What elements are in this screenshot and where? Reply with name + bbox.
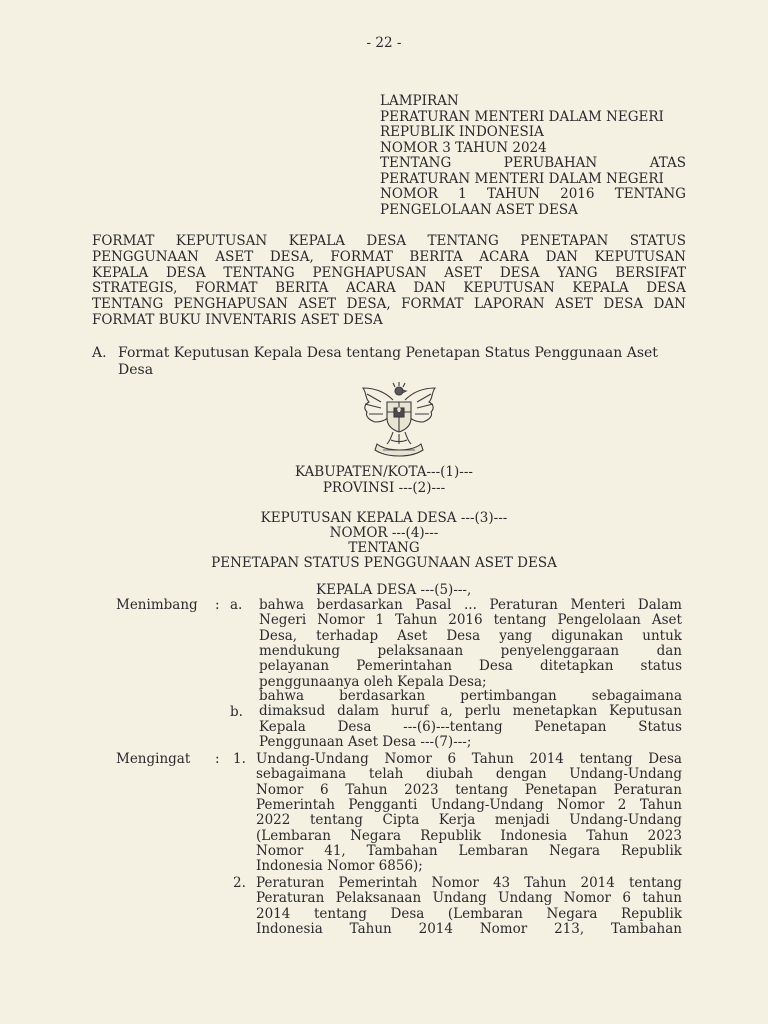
word: untuk: [642, 627, 682, 644]
word: Republik: [621, 842, 682, 859]
word: Dalam: [637, 597, 682, 613]
word: dengan: [495, 766, 547, 783]
word: berdasarkan: [339, 688, 426, 704]
word: DAN: [413, 280, 446, 297]
word: tentang: [629, 875, 682, 891]
header-word: PERUBAHAN: [503, 155, 598, 171]
word: Negeri: [259, 612, 307, 629]
word: FORMAT: [195, 280, 258, 297]
word: Negara: [546, 905, 598, 922]
header-word: ATAS: [649, 155, 686, 171]
line-text: Indonesia Nomor 6856);: [256, 858, 423, 875]
clause-line: [256, 876, 682, 891]
word: DESA,: [269, 248, 314, 265]
word: TENTANG: [92, 296, 164, 313]
word: Peraturan: [489, 597, 558, 613]
header-word: TAHUN: [486, 186, 540, 202]
word: (Lembaran: [447, 905, 523, 922]
word: 6: [447, 751, 457, 767]
word: 2014: [418, 920, 453, 937]
word: ASET: [555, 296, 593, 313]
clause-line: [259, 613, 682, 628]
word: dan: [656, 642, 682, 659]
word: BERITA: [409, 248, 463, 265]
word: Undang: [498, 890, 553, 907]
word: menetapkan: [512, 703, 598, 720]
word: DESA: [165, 264, 206, 281]
word: Pengelolaan: [557, 612, 641, 629]
lampiran-header: [380, 94, 686, 218]
page-number: - 22 -: [366, 35, 402, 51]
word: DESA,: [346, 296, 391, 313]
clause-line: [256, 859, 682, 874]
word: Desa: [337, 718, 372, 735]
header-word: TENTANG: [380, 155, 452, 171]
word: pertimbangan: [460, 688, 557, 704]
word: Keputusan: [609, 703, 682, 720]
header-line: NOMOR 3 TAHUN 2024: [380, 139, 547, 156]
word: Indonesia: [500, 827, 568, 844]
clause-line: [259, 720, 682, 735]
word: tentang: [493, 612, 547, 629]
decree-keputusan: KEPUTUSAN KEPALA DESA ---(3)---: [260, 510, 508, 526]
word: Kerja: [438, 812, 476, 829]
word: ...: [463, 597, 477, 613]
word: Tahun: [639, 796, 682, 813]
decree-tentang: TENTANG: [348, 540, 420, 556]
header-line: PERATURAN MENTERI DALAM NEGERI: [380, 108, 664, 125]
header-word: 1: [458, 186, 467, 202]
word: KEPALA: [572, 280, 629, 297]
word: PENGHAPUSAN: [173, 296, 288, 313]
clause-line: [259, 735, 682, 750]
word: FORMAT: [92, 233, 155, 249]
word: Nomor: [563, 890, 611, 907]
mengingat-1-marker: 1.: [233, 751, 246, 767]
clause-line: [256, 752, 682, 767]
word: menjadi: [494, 812, 550, 829]
word: TENTANG: [223, 264, 295, 281]
menimbang-label: Menimbang: [116, 597, 198, 613]
header-line: LAMPIRAN: [380, 93, 459, 109]
word: KEPALA: [92, 264, 149, 281]
word: Tambahan: [366, 842, 438, 859]
word: Penetapan: [534, 718, 607, 735]
decree-kepala-desa: KEPALA DESA ---(5)---,: [316, 582, 472, 598]
word: Menteri: [570, 597, 626, 613]
word: BERITA: [275, 280, 329, 297]
word: terhadap: [316, 627, 379, 644]
word: tentang: [579, 751, 633, 767]
clause-line: [256, 767, 682, 782]
menimbang-colon: :: [215, 597, 220, 613]
word: Tahun: [524, 875, 567, 891]
word: ASET: [298, 296, 337, 313]
clause-line: [256, 844, 682, 859]
word: 213,: [554, 920, 585, 937]
word: tentang: [455, 781, 509, 798]
word: Tahun: [349, 920, 392, 937]
word: STATUS: [629, 233, 686, 249]
word: Undang-Undang: [569, 766, 682, 783]
clause-line: [259, 644, 682, 659]
word: Undang: [432, 890, 487, 907]
word: 1: [375, 612, 385, 629]
word: (Lembaran: [256, 827, 331, 844]
section-heading-line: Format Keputusan Kepala Desa tentang Penetapan Status Penggunaan Aset: [118, 345, 658, 361]
word: Negara: [350, 827, 402, 844]
clause-line: [259, 598, 682, 613]
word: ---(6)---tentang: [403, 718, 503, 735]
word: BERSIFAT: [615, 264, 686, 281]
word: Aset: [397, 627, 428, 644]
clause-line: [259, 629, 682, 644]
clause-line: [256, 907, 682, 922]
word: Nomor: [431, 875, 479, 891]
word: mendukung: [259, 642, 341, 659]
word: tentang: [309, 812, 363, 829]
clause-line: [259, 704, 682, 719]
word: huruf: [390, 703, 429, 720]
header-nomor-line: [380, 187, 686, 203]
word: DESA: [366, 233, 407, 249]
word: Desa: [446, 627, 481, 644]
menimbang-b-marker: b.: [230, 704, 243, 720]
word: Nomor: [479, 920, 528, 937]
word: pelaksanaan: [377, 642, 464, 659]
word: Negara: [549, 842, 601, 859]
header-word: 2016: [560, 186, 595, 202]
decree-perihal: PENETAPAN STATUS PENGGUNAAN ASET DESA: [211, 555, 557, 571]
word: Republik: [621, 905, 682, 922]
document-title: [92, 234, 686, 329]
clause-line: [256, 798, 682, 813]
word: Tahun: [471, 751, 514, 767]
word: Tambahan: [611, 920, 682, 937]
decree-kabupaten: KABUPATEN/KOTA---(1)---: [295, 464, 473, 480]
word: perlu: [464, 703, 501, 720]
clause-line: [256, 891, 682, 906]
word: Republik: [420, 827, 482, 844]
word: diubah: [426, 766, 474, 783]
word: STRATEGIS,: [92, 280, 178, 297]
clause-line: [256, 829, 682, 844]
word: Peraturan: [256, 890, 325, 907]
word: KEPUTUSAN: [594, 248, 686, 265]
word: a,: [440, 703, 453, 720]
word: Peraturan: [613, 781, 682, 798]
word: dalam: [337, 703, 380, 720]
header-line: PENGELOLAAN ASET DESA: [380, 201, 578, 218]
word: PENETAPAN: [520, 233, 609, 249]
word: Tahun: [345, 781, 388, 798]
word: yang: [499, 627, 533, 644]
text-line: [92, 234, 686, 250]
word: Kepala: [259, 718, 306, 735]
mengingat-2-marker: 2.: [233, 875, 246, 891]
word: 6: [622, 890, 631, 907]
word: Undang-Undang: [569, 812, 682, 829]
clause-line: [259, 689, 682, 704]
word: Nomor: [256, 781, 304, 798]
word: Tahun: [586, 827, 629, 844]
word: bahwa: [259, 597, 304, 613]
text-line: [92, 266, 686, 282]
word: Pengganti: [348, 796, 418, 813]
word: 41,: [324, 842, 346, 859]
word: 2014: [580, 875, 615, 891]
word: tahun: [642, 890, 682, 907]
word: Pemerintahan: [356, 658, 452, 675]
word: dimaksud: [259, 703, 326, 720]
word: PENGHAPUSAN: [312, 264, 427, 281]
word: Pelaksanaan: [335, 890, 422, 907]
word: Nomor: [256, 842, 304, 859]
word: Peraturan: [256, 875, 325, 891]
word: ASET: [444, 264, 483, 281]
word: FORMAT: [401, 296, 464, 313]
word: tentang: [313, 905, 367, 922]
header-line: PERATURAN MENTERI DALAM NEGERI: [380, 170, 664, 187]
clause-line: [256, 783, 682, 798]
word: Nomor: [384, 751, 432, 767]
word: bahwa: [259, 688, 304, 704]
word: ACARA: [479, 248, 530, 265]
header-tentang-line: [380, 156, 686, 172]
word: Desa: [390, 905, 425, 922]
text-line: [92, 281, 686, 297]
header-line: REPUBLIK INDONESIA: [380, 124, 544, 140]
word: FORMAT: [330, 248, 393, 265]
word: berdasarkan: [316, 597, 403, 613]
decree-nomor: NOMOR ---(4)---: [329, 525, 439, 541]
word: Desa,: [259, 627, 298, 644]
word: sebagaimana: [256, 766, 347, 783]
line-text: penggunaanya oleh Kepala Desa;: [259, 673, 487, 690]
header-word: TENTANG: [614, 186, 686, 202]
word: 2016: [448, 612, 483, 629]
menimbang-a-marker: a.: [230, 597, 243, 613]
line-text: Penggunaan Aset Desa ---(7)---;: [259, 733, 472, 750]
word: Pemerintah: [338, 875, 418, 891]
word: Pasal: [415, 597, 452, 613]
word: DESA: [603, 296, 644, 313]
header-word: NOMOR: [380, 186, 438, 202]
word: ASET: [215, 248, 254, 265]
word: Undang-Undang: [256, 751, 369, 767]
word: 2023: [404, 781, 439, 798]
word: KEPUTUSAN: [463, 280, 555, 297]
word: 2: [617, 796, 627, 813]
word: Cipta: [382, 812, 420, 829]
word: DAN: [653, 296, 686, 313]
word: Desa: [479, 658, 513, 675]
word: 2014: [529, 751, 564, 767]
word: Nomor: [317, 612, 365, 629]
word: YANG: [557, 264, 598, 281]
word: 2023: [647, 827, 682, 844]
text-line: [92, 250, 686, 266]
word: telah: [368, 766, 404, 783]
mengingat-colon: :: [215, 751, 220, 767]
word: DESA: [646, 280, 686, 297]
word: Desa: [648, 751, 682, 767]
word: Nomor: [557, 796, 605, 813]
word: 6: [320, 781, 329, 798]
section-heading-line: Desa: [118, 362, 154, 378]
section-letter: A.: [92, 345, 107, 361]
word: sebagaimana: [591, 688, 682, 704]
word: 2014: [256, 905, 291, 922]
line-text: FORMAT BUKU INVENTARIS ASET DESA: [92, 311, 383, 328]
word: LAPORAN: [474, 296, 545, 313]
clause-line: [259, 659, 682, 674]
word: Penetapan: [524, 781, 597, 798]
text-line: [92, 297, 686, 313]
text-line: [92, 313, 686, 329]
word: penyelenggaraan: [500, 642, 620, 659]
word: DESA: [499, 264, 540, 281]
word: 43: [492, 875, 511, 891]
word: TENTANG: [427, 233, 499, 249]
word: Tahun: [395, 612, 438, 629]
word: Aset: [651, 612, 682, 629]
garuda-emblem-icon: [357, 382, 441, 458]
clause-line: [256, 813, 682, 828]
word: Lembaran: [458, 842, 529, 859]
word: KEPALA: [288, 233, 345, 249]
word: Pemerintah: [256, 796, 335, 813]
word: ACARA: [346, 280, 396, 297]
word: Status: [638, 718, 682, 735]
word: status: [640, 658, 682, 675]
word: DAN: [545, 248, 578, 265]
word: digunakan: [551, 627, 624, 644]
decree-provinsi: PROVINSI ---(2)---: [322, 480, 446, 496]
word: PENGGUNAAN: [92, 248, 199, 265]
word: 2022: [256, 812, 291, 829]
word: pelayanan: [259, 658, 330, 675]
mengingat-label: Mengingat: [116, 751, 191, 767]
word: Indonesia: [256, 920, 323, 937]
clause-line: [256, 922, 682, 937]
word: Undang-Undang: [430, 796, 544, 813]
word: ditetapkan: [539, 658, 614, 675]
word: KEPUTUSAN: [175, 233, 268, 249]
